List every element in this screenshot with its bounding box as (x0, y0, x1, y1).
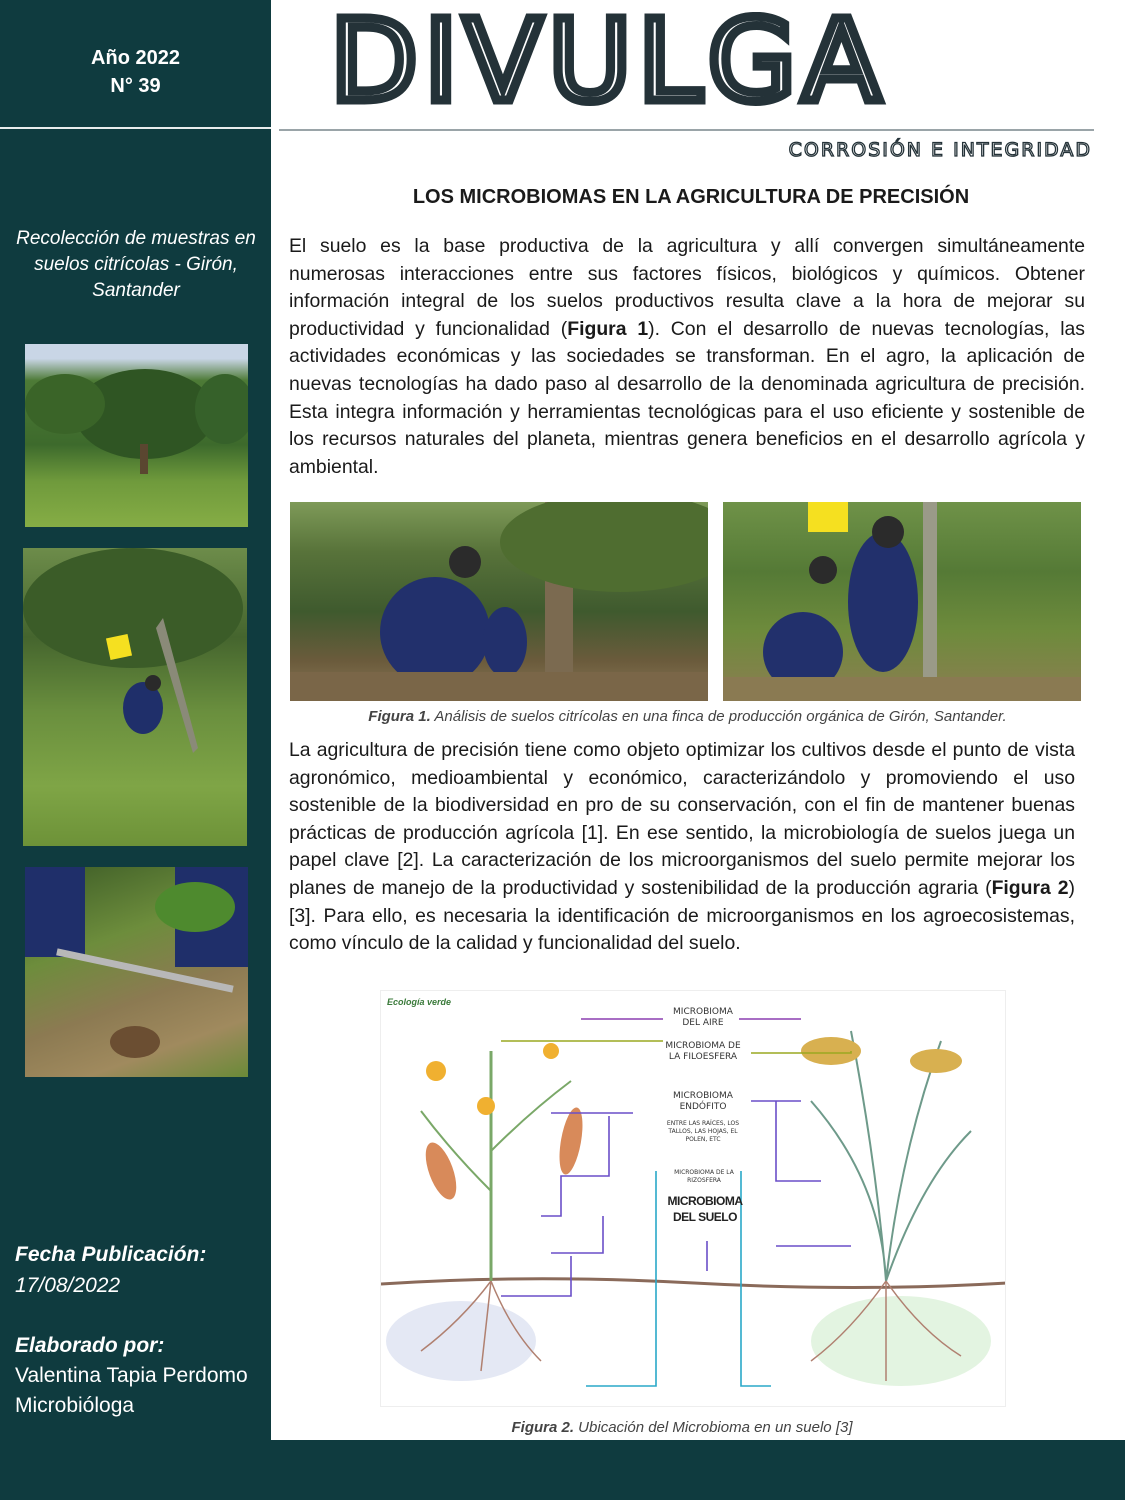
article-title: LOS MICROBIOMAS EN LA AGRICULTURA DE PRECISIÓN (412, 186, 970, 208)
paragraph-intro (289, 233, 1085, 481)
paragraph-intro-text-a: El suelo es la base productiva de la agricultura y allí convergen simultáneamente numerosas interacciones entre sus factores físicos, biológicos y químicos. Obtener información integral de los suelos productivos resulta clave a la hora de mejorar su productividad y funcionalidad ( (289, 235, 1085, 340)
label-endophyte-note: ENTRE LAS RAÍCES, LOS TALLOS, LAS HOJAS, EL POLEN, ETC (666, 1120, 740, 1143)
header-divider (279, 129, 1094, 131)
paragraph-precision-text-a: La agricultura de precisión tiene como objeto optimizar los cultivos desde el punto de vista agronómico, medioambiental y económico, caracterizándolo y promoviendo el uso sostenible de la biodiversidad en pro de su conservación, con el fin de mantener buenas prácticas de producción agrícola [1]. En ese sentido, la microbiología de suelos juega un papel clave [2]. La caracterización de los microorganismos del suelo permite mejorar los planes de manejo de la productividad y sostenibilidad de la producción agraria ( (289, 739, 1075, 899)
label-endophyte-microbiome: MICROBIOMA ENDÓFITO (673, 1091, 733, 1112)
figure-2-caption-text: Ubicación del Microbioma en un suelo [3] (574, 1419, 853, 1436)
figure-1-photo-left (290, 502, 708, 701)
issue-number: N° 39 (110, 75, 161, 97)
orchard-photo (25, 344, 248, 527)
figure-1-caption-text: Análisis de suelos citrícolas en una finca de producción orgánica de Girón, Santander. (430, 708, 1007, 725)
divulga-logo (330, 12, 1090, 112)
sidebar-divider (0, 127, 271, 129)
publication-subtitle: CORROSIÓN E INTEGRIDAD (788, 139, 1092, 161)
diagram-brand: Ecología verde (387, 997, 452, 1007)
author-name: Valentina Tapia Perdomo (15, 1364, 248, 1387)
sidebar-photo-caption: Recolección de muestras en suelos citrícolas - Girón, Santander (16, 228, 256, 301)
author-role: Microbióloga (15, 1394, 135, 1417)
figure-1-reference: Figura 1 (567, 317, 649, 340)
paragraph-intro-text-b: ). Con el desarrollo de nuevas tecnologías, las actividades económicas y las sociedades se transforman. En el agro, la aplicación de nuevas tecnologías ha dado paso al desarrollo de la denominada agricultura de precisión. Esta integra información y herramientas tecnológicas para el uso eficiente y sostenible de los recursos naturales del planeta, mientras genera beneficios en el desarrollo agrícola y ambiental. (289, 317, 1085, 478)
footer-band (0, 1440, 1125, 1500)
publication-date: 17/08/2022 (15, 1274, 121, 1297)
paragraph-precision-text-b: ) [3]. Para ello, es necesaria la identificación de microorganismos en los agroecosistemas, como vínculo de la calidad y funcionalidad del suelo. (289, 876, 1075, 955)
figure-2-microbiome-diagram (380, 990, 1006, 1407)
label-rhizosphere-microbiome: MICROBIOMA DE LA RIZOSFERA (674, 1169, 734, 1184)
paragraph-precision (289, 737, 1075, 958)
issue-info (0, 44, 271, 100)
figure-1-photo-right (723, 502, 1081, 701)
soil-auger-photo (25, 867, 248, 1077)
figure-2-label: Figura 2. (511, 1419, 575, 1436)
issue-year: Año 2022 (91, 47, 180, 69)
publication-date-label: Fecha Publicación: (15, 1243, 207, 1266)
label-phyllosphere-microbiome: MICROBIOMA DE LA FILOESFERA (665, 1041, 741, 1062)
label-air-microbiome: MICROBIOMA DEL AIRE (673, 1007, 733, 1028)
figure-2-caption (380, 1418, 984, 1438)
figure-2-reference: Figura 2 (991, 876, 1069, 899)
label-soil-microbiome: MICROBIOMA DEL SUELO (667, 1194, 743, 1224)
logo-text: DIVULGA (330, 12, 887, 112)
author-label: Elaborado por: (15, 1334, 165, 1357)
figure-1-caption (290, 707, 1085, 727)
figure-1-label: Figura 1. (368, 708, 431, 725)
field-sampling-photo (23, 548, 247, 846)
sidebar (0, 0, 271, 1440)
